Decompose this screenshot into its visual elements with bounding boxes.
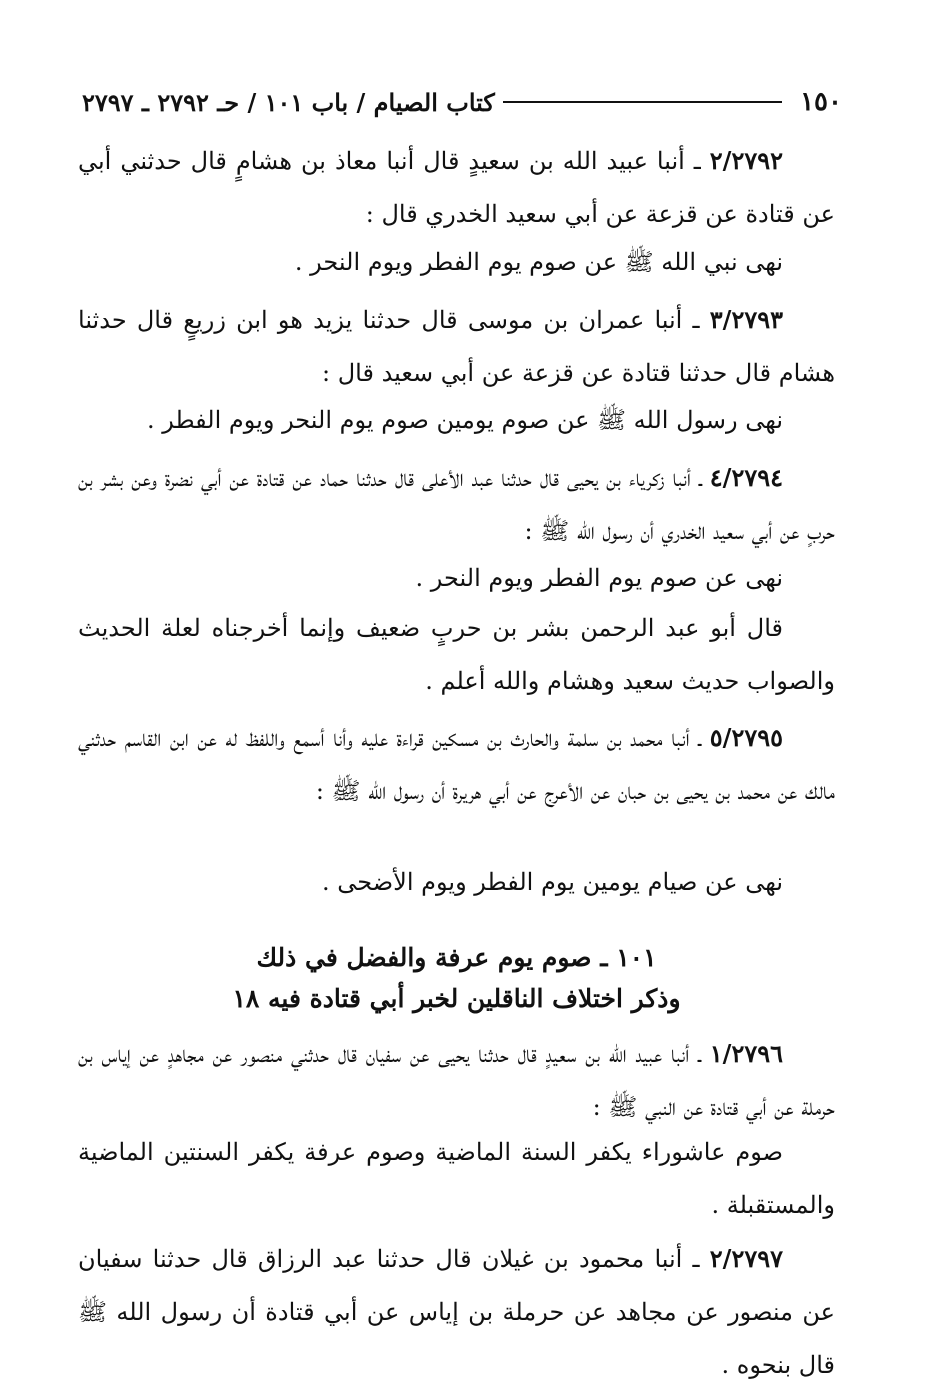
hadith-matn	[78, 1126, 835, 1232]
hadith-isnad: ـ أنبا زكرياء بن يحيى قال حدثنا عبد الأعلى قال حدثنا حماد عن قتادة عن أبي نضرة وعن بشر بن حربٍ عن أبي سعيد الخدري أن رسول الله ﷺ :	[78, 464, 835, 545]
hadith-paragraph	[78, 451, 835, 558]
page-header	[82, 82, 842, 122]
hadith-isnad: ـ أنبا محمد بن سلمة والحارث بن مسكين قراءة عليه وأنا أسمع واللفظ له عن ابن القاسم حدثني مالك عن محمد بن يحيى بن حبان عن الأعرج عن أبي هريرة أن رسول الله ﷺ :	[78, 724, 835, 805]
hadith-text: نهى رسول الله ﷺ عن صوم يومين صوم يوم النحر ويوم الفطر .	[146, 406, 783, 434]
hadith-matn	[78, 394, 835, 447]
hadith-text: نهى عن صوم يوم الفطر ويوم النحر .	[415, 564, 783, 592]
hadith-number: ٣/٢٧٩٣	[709, 305, 783, 334]
comment-text: قال أبو عبد الرحمن بشر بن حربٍ ضعيف وإنما أخرجناه لعلة الحديث والصواب حديث سعيد وهشام والله أعلم .	[78, 614, 835, 695]
hadith-matn	[78, 552, 835, 605]
author-comment	[78, 602, 835, 708]
hadith-number: ٤/٢٧٩٤	[709, 463, 783, 492]
hadith-number: ٢/٢٧٩٧	[709, 1244, 783, 1273]
hadith-paragraph	[78, 293, 835, 400]
running-title: كتاب الصيام / باب ١٠١ / حـ ٢٧٩٢ ـ ٢٧٩٧	[82, 87, 495, 117]
hadith-isnad: ـ أنبا عمران بن موسى قال حدثنا يزيد هو ابن زريعٍ قال حدثنا هشام قال حدثنا قتادة عن قزعة عن أبي سعيد قال :	[78, 306, 835, 387]
hadith-isnad: ـ أنبا عبيد الله بن سعيدٍ قال حدثنا يحيى عن سفيان قال حدثني منصور عن مجاهدٍ عن إياس بن حرملة عن أبي قتادة عن النبي ﷺ :	[78, 1040, 835, 1121]
hadith-text: نهى نبي الله ﷺ عن صوم يوم الفطر ويوم النحر .	[294, 248, 783, 276]
page-number: ١٥٠	[800, 87, 842, 117]
hadith-isnad: ـ أنبا عبيد الله بن سعيدٍ قال أنبا معاذ بن هشامٍ قال حدثني أبي عن قتادة عن قزعة عن أبي سعيد الخدري قال :	[78, 147, 835, 228]
hadith-paragraph	[78, 1232, 835, 1392]
hadith-matn	[78, 236, 835, 289]
hadith-paragraph	[78, 1027, 835, 1134]
header-rule	[503, 101, 782, 103]
chapter-title-line1: ١٠١ ـ صوم يوم عرفة والفضل في ذلك	[256, 943, 657, 972]
hadith-text: صوم عاشوراء يكفر السنة الماضية وصوم عرفة يكفر السنتين الماضية والمستقبلة .	[78, 1138, 835, 1219]
hadith-isnad: ـ أنبا محمود بن غيلان قال حدثنا عبد الرزاق قال حدثنا سفيان عن منصور عن مجاهد عن حرملة بن إياس عن أبي قتادة أن رسول الله ﷺ قال بنحوه .	[78, 1245, 835, 1379]
hadith-number: ٥/٢٧٩٥	[709, 723, 783, 752]
hadith-number: ١/٢٧٩٦	[709, 1039, 783, 1068]
chapter-title-line2: وذكر اختلاف الناقلين لخبر أبي قتادة فيه ١٨	[232, 984, 681, 1013]
hadith-text: نهى عن صيام يومين يوم الفطر ويوم الأضحى .	[322, 868, 783, 896]
hadith-matn	[78, 856, 835, 909]
hadith-number: ٢/٢٧٩٢	[709, 146, 783, 175]
hadith-paragraph	[78, 711, 835, 818]
hadith-paragraph	[78, 134, 835, 241]
